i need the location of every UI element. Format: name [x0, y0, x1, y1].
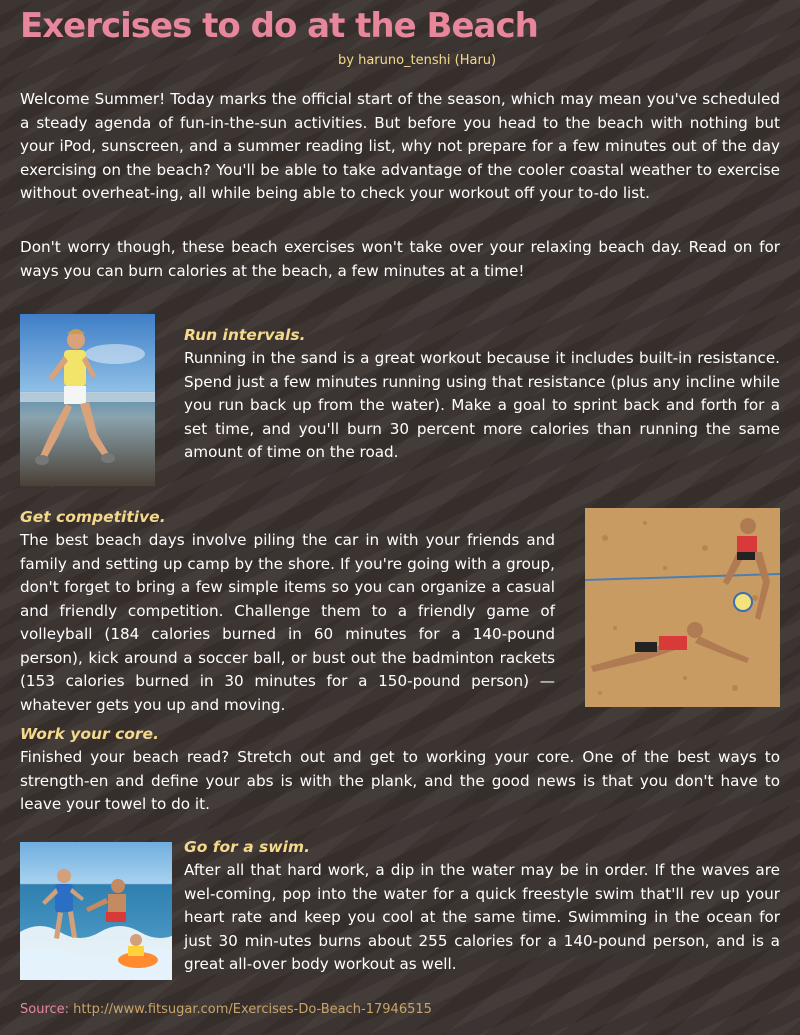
section-body-competitive: The best beach days involve piling the car in with your friends and family and setting up camp by the shore. If you're going with a group, don't forget to bring a few simple items so you can organize a casual and friendly competition. Challenge them to a friendly game of volleyball (184 calories burned in 60 minutes for a 140-pound person), kick around a soccer ball, or bust out the badminton rackets (153 calories burned in 30 minutes for a 150-pound person) — whatever gets you up and moving. [20, 531, 555, 714]
byline: by haruno_tenshi (Haru) [338, 53, 497, 68]
intro-paragraph-1: Welcome Summer! Today marks the official start of the season, which may mean you've scheduled a steady agenda of fun-in-the-sun activities. But before you head to the beach with nothing but your iPod, sunscreen, and a summer reading list, why not prepare for a few minutes out of the day exercising on the beach? You'll be able to take advantage of the cooler coastal weather to exercise without overheat-ing, all while being able to check your workout off your to-do list. [20, 90, 780, 202]
section-heading-run: Run intervals. [184, 326, 306, 344]
section-body-swim: After all that hard work, a dip in the water may be in order. If the waves are wel-coming, pop into the water for a quick freestyle swim that'll rev up your heart rate and keep you cool at the same time. Swimming in the ocean for just 30 min-utes burns about 255 calories for a 140-pound person, and is a great all-over body workout as well. [184, 861, 780, 973]
source-label: Source: [20, 1002, 70, 1017]
section-heading-swim: Go for a swim. [184, 838, 310, 856]
swimming-family-photo [20, 842, 172, 980]
section-body-run: Running in the sand is a great workout because it includes built-in resistance. Spend just a few minutes running using that resistance (plus any incline while you run back up from the water). Make a goal to sprint back and forth for a set time, and you'll burn 30 percent more calories than running the same amount of time on the road. [184, 349, 780, 461]
intro-paragraph-2: Don't worry though, these beach exercises won't take over your relaxing beach day. Read on for ways you can burn calories at the beach, a few minutes at a time! [20, 238, 780, 280]
section-heading-competitive: Get competitive. [20, 508, 166, 526]
source-line [20, 1002, 432, 1017]
page-title: Exercises to do at the Beach [20, 6, 538, 46]
volleyball-photo [585, 508, 780, 707]
section-heading-core: Work your core. [20, 725, 159, 743]
running-woman-photo [20, 314, 155, 486]
source-link[interactable]: http://www.fitsugar.com/Exercises-Do-Beach-17946515 [73, 1002, 432, 1017]
section-body-core: Finished your beach read? Stretch out and get to working your core. One of the best ways to strength-en and define your abs is with the plank, and the good news is that you don't have to leave your towel to do it. [20, 748, 780, 813]
